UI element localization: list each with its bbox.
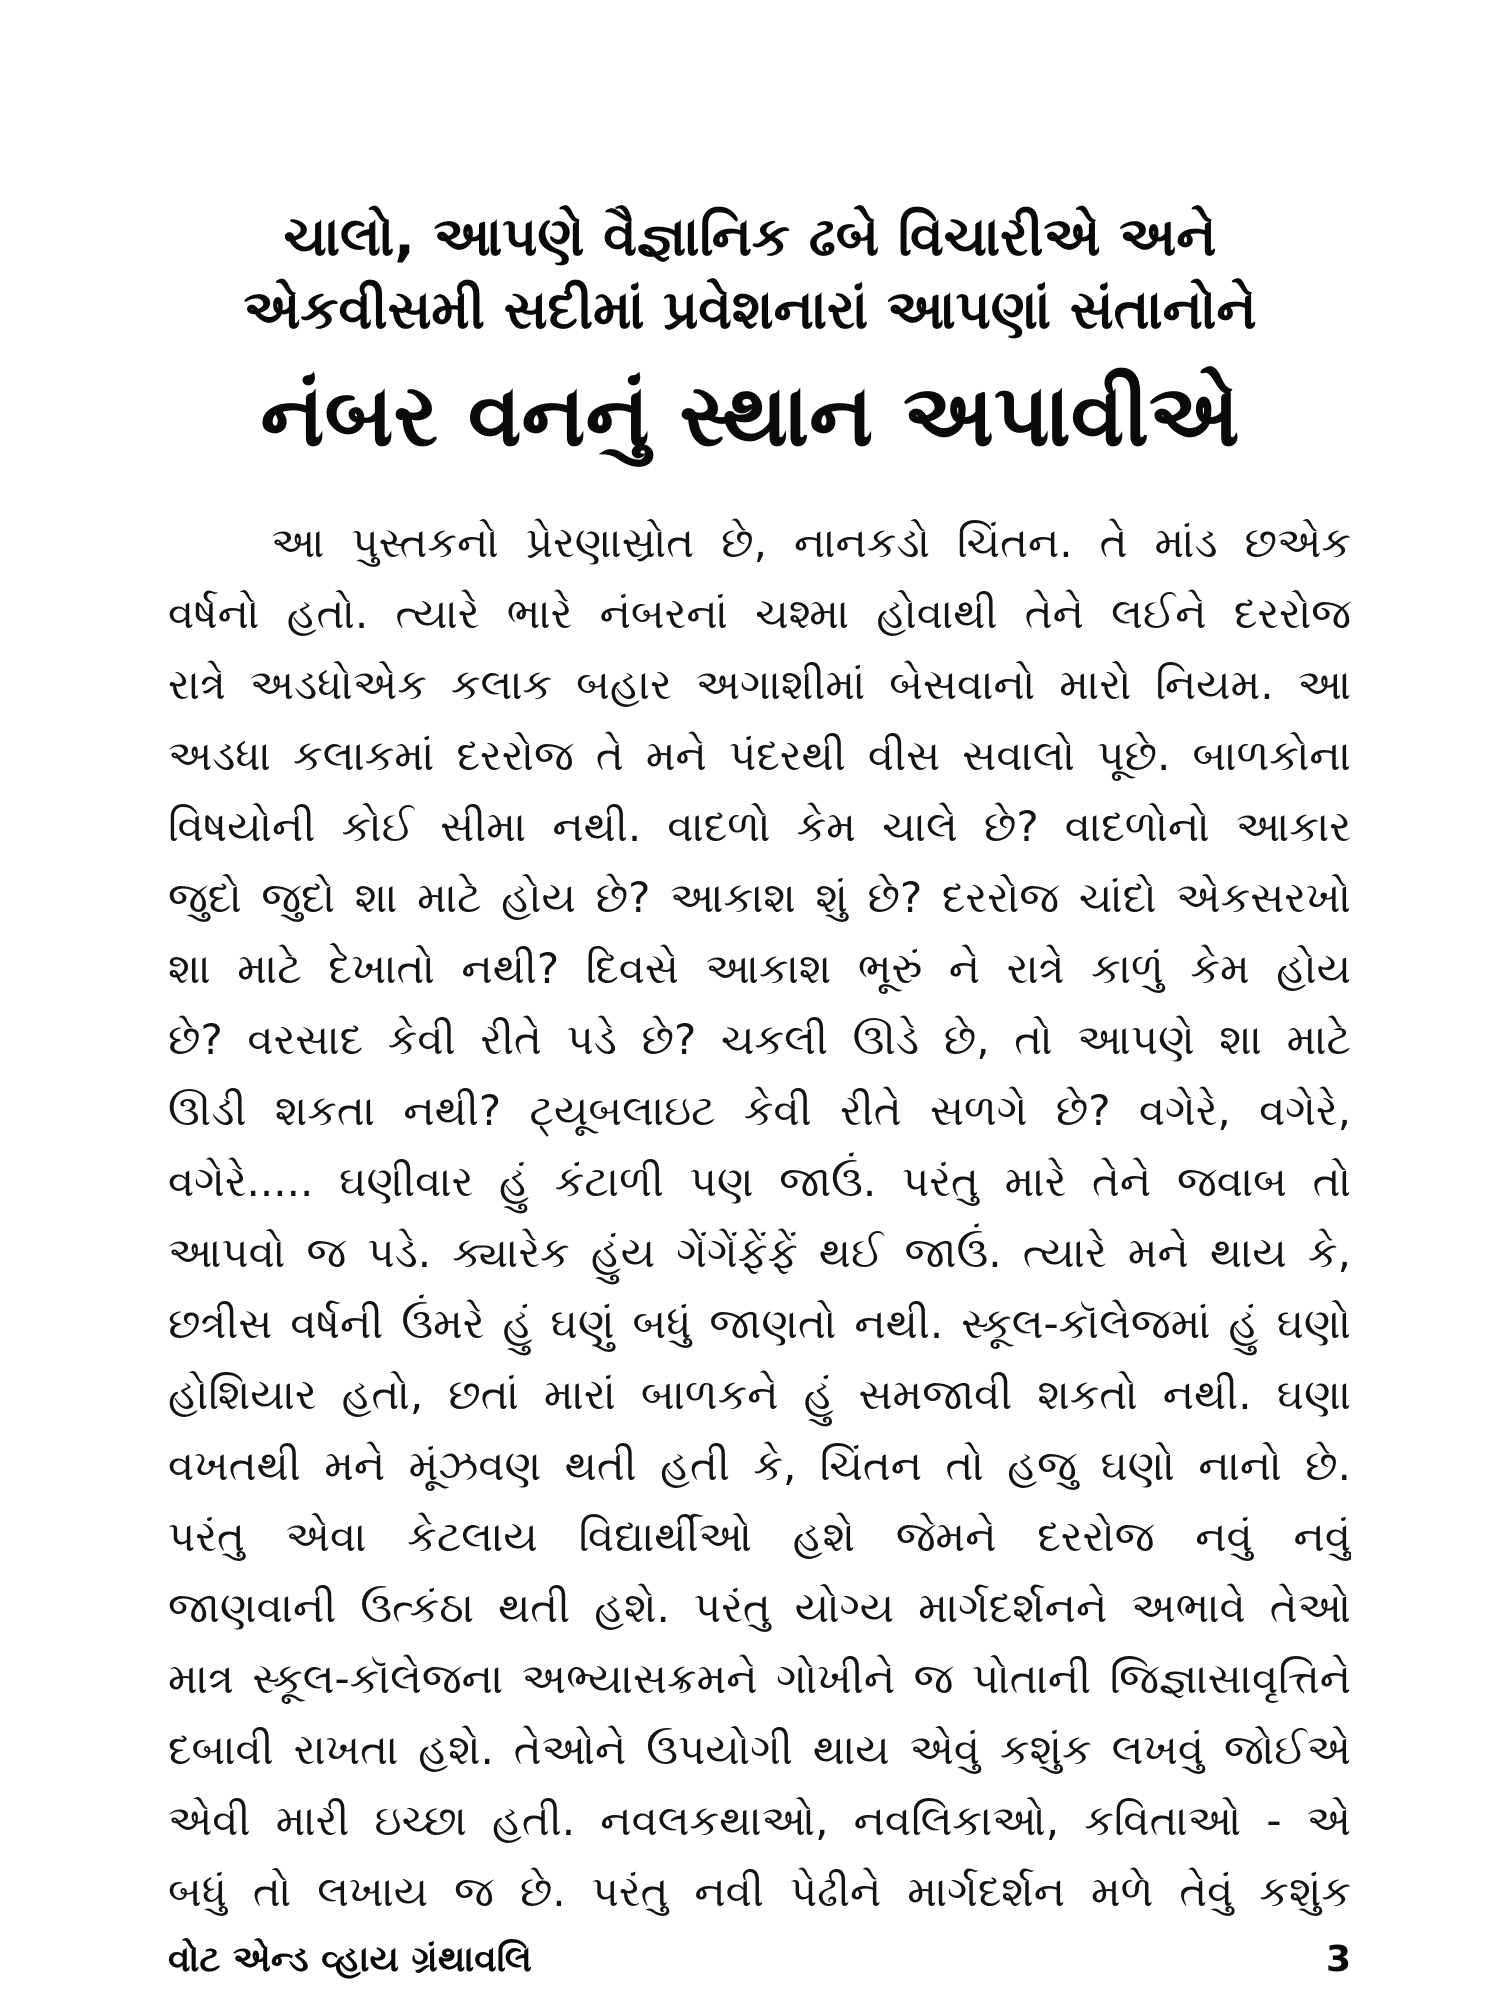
footer-series-title: વોટ એન્ડ વ્હાય ગ્રંથાવલિ [168,1939,532,1980]
body-line: બધું તો લખાય જ છે. પરંતુ નવી પેઢીને માર્ગદર્શન મળે તેવું કશુંક [168,1867,1351,1916]
body-line: વખતથી મને મૂંઝવણ થતી હતી કે, ચિંતન તો હજુ ઘણો નાનો છે. [168,1441,1351,1490]
body-line: વર્ષનો હતો. ત્યારે ભારે નંબરનાં ચશ્મા હોવાથી તેને લઈને દરરોજ [168,589,1351,638]
body-line: હોશિયાર હતો, છતાં મારાં બાળકને હું સમજાવી શકતો નથી. ઘણા [168,1370,1351,1419]
body-line: આપવો જ પડે. ક્યારેક હુંય ગેંગેંફેંફેં થઈ જાઉં. ત્યારે મને થાય કે, [168,1228,1351,1277]
body-line: રાત્રે અડધોએક કલાક બહાર અગાશીમાં બેસવાનો મારો નિયમ. આ [168,660,1351,709]
body-line: શા માટે દેખાતો નથી? દિવસે આકાશ ભૂરું ને રાત્રે કાળું કેમ હોય [168,944,1351,993]
body-line: પરંતુ એવા કેટલાય વિદ્યાર્થીઓ હશે જેમને દરરોજ નવું નવું [168,1512,1351,1561]
body-line: એવી મારી ઇચ્છા હતી. નવલકથાઓ, નવલિકાઓ, કવિતાઓ - એ [168,1796,1351,1845]
page-number: 3 [1325,1939,1351,1980]
body-line: દબાવી રાખતા હશે. તેઓને ઉપયોગી થાય એવું કશુંક લખવું જોઈએ [168,1725,1351,1774]
body-line: વગેરે..... ઘણીવાર હું કંટાળી પણ જાઉં. પરંતુ મારે તેને જવાબ તો [168,1157,1351,1206]
heading-line-1: ચાલો, આપણે વૈજ્ઞાનિક ઢબે વિચારીએ અને [283,205,1217,268]
heading-line-3: નંબર વનનું સ્થાન અપાવીએ [260,366,1240,466]
body-line: જાણવાની ઉત્કંઠા થતી હશે. પરંતુ યોગ્ય માર્ગદર્શનને અભાવે તેઓ [168,1583,1351,1632]
body-paragraph [168,507,1351,1927]
body-line: ઊડી શકતા નથી? ટ્યૂબલાઇટ કેવી રીતે સળગે છે? વગેરે, વગેરે, [168,1086,1351,1135]
body-line: માત્ર સ્કૂલ-કૉલેજના અભ્યાસક્રમને ગોખીને જ પોતાની જિજ્ઞાસાવૃત્તિને [168,1654,1351,1703]
body-line: જુદો જુદો શા માટે હોય છે? આકાશ શું છે? દરરોજ ચાંદો એકસરખો [168,873,1351,922]
body-line: છત્રીસ વર્ષની ઉંમરે હું ઘણું બધું જાણતો નથી. સ્કૂલ-કૉલેજમાં હું ઘણો [168,1299,1351,1348]
heading-line-2: એકવીસમી સદીમાં પ્રવેશનારાં આપણાં સંતાનોને [243,278,1257,341]
body-line: છે? વરસાદ કેવી રીતે પડે છે? ચકલી ઊડે છે, તો આપણે શા માટે [168,1015,1351,1064]
body-line: આ પુસ્તકનો પ્રેરણાસ્રોત છે, નાનકડો ચિંતન. તે માંડ છએક [271,518,1351,567]
body-line: અડધા કલાકમાં દરરોજ તે મને પંદરથી વીસ સવાલો પૂછે. બાળકોના [168,731,1351,780]
body-line: વિષયોની કોઈ સીમા નથી. વાદળો કેમ ચાલે છે? વાદળોનો આકાર [168,802,1351,851]
